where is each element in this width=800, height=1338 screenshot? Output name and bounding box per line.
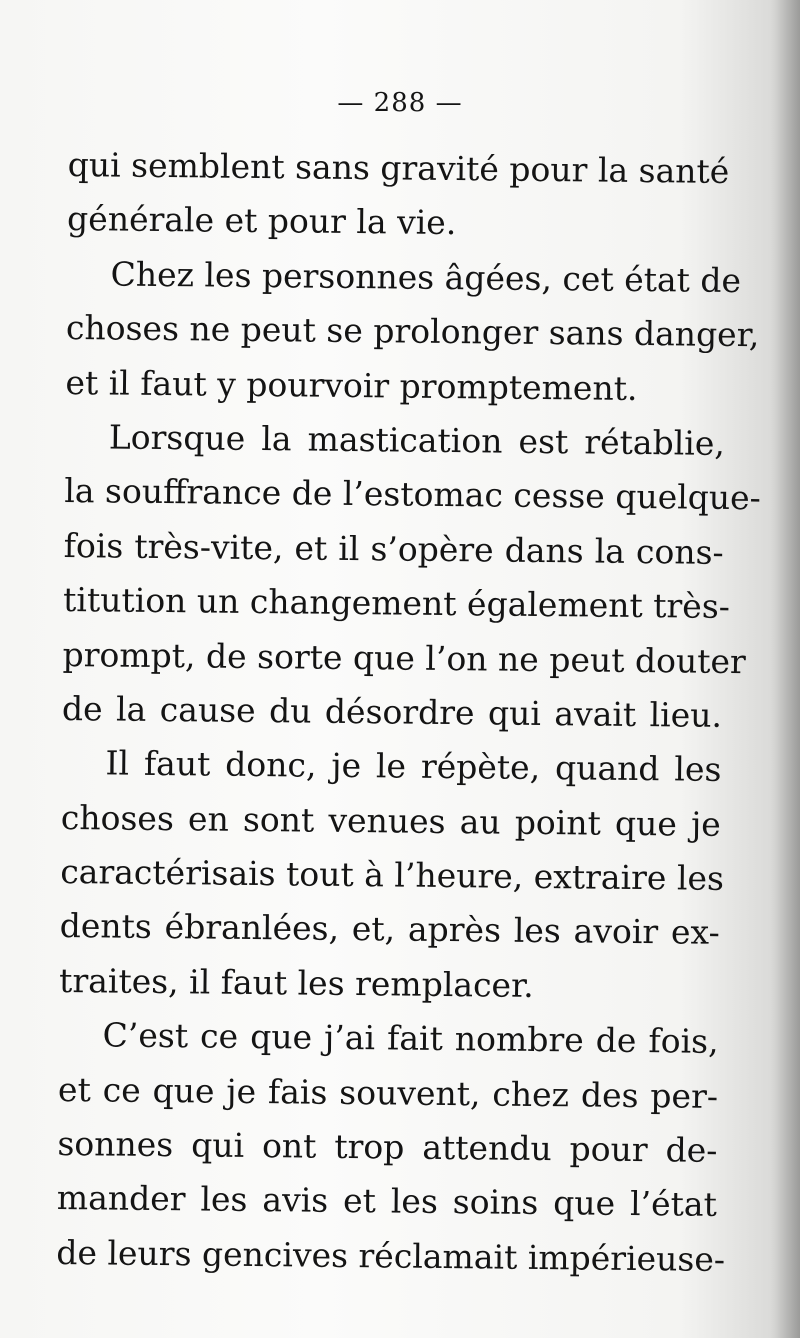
text-line: et ce que je fais souvent, chez des per- (57, 1069, 719, 1116)
text-line: prompt, de sorte que l’on ne peut douter (62, 634, 746, 681)
text-line: de leurs gencives réclamait impérieuse- (56, 1232, 726, 1279)
text-line: la souffrance de l’estomac cesse quelque- (64, 471, 762, 518)
text-line: C’est ce que j’ai fait nombre de fois, (102, 1015, 719, 1062)
page-number: — 288 — (337, 88, 463, 118)
text-line: caractérisais tout à l’heure, extraire les (60, 852, 725, 898)
text-line: fois très-vite, et il s’opère dans la cons- (63, 525, 724, 572)
body-text (56, 138, 762, 1287)
text-line: Lorsque la mastication est rétablie, (108, 417, 726, 463)
text-line: choses ne peut se prolonger sans danger, (65, 308, 760, 355)
text-line: de la cause du désordre qui avait lieu. (61, 688, 723, 735)
text-line: sonnes qui ont trop attendu pour de- (57, 1123, 718, 1170)
text-line: dents ébranlées, et, après les avoir ex- (59, 906, 720, 953)
text-line: traites, il faut les remplacer. (58, 960, 534, 1005)
text-line: Il faut donc, je le répète, quand les (105, 743, 722, 790)
text-line: Chez les personnes âgées, cet état de (110, 254, 742, 300)
text-line: générale et pour la vie. (66, 199, 457, 243)
text-line: et il faut y pourvoir promptement. (65, 362, 638, 408)
text-line: qui semblent sans gravité pour la santé (67, 144, 730, 191)
text-line: titution un changement également très- (62, 580, 731, 627)
text-line: choses en sont venues au point que je (60, 797, 722, 844)
page-edge-shadow (770, 0, 800, 1338)
text-line: mander les avis et les soins que l’état (56, 1178, 718, 1225)
